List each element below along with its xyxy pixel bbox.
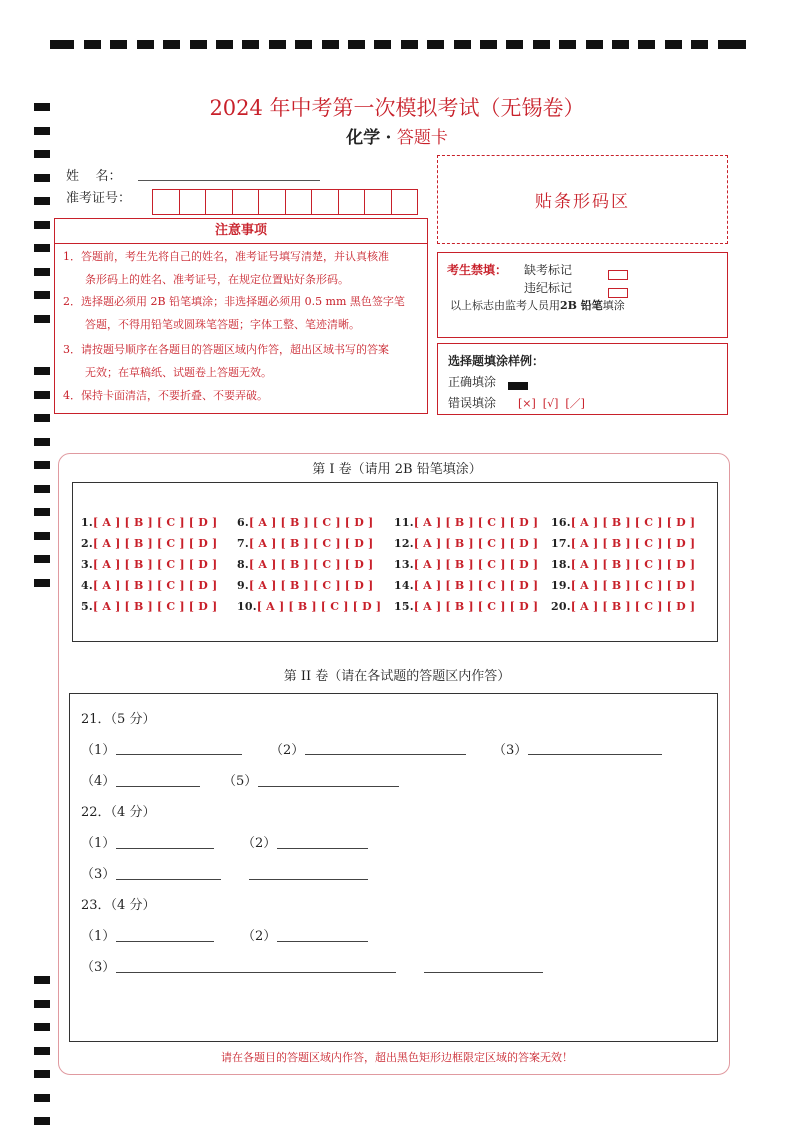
barcode-area: 贴条形码区	[437, 155, 728, 244]
timing-mark	[269, 40, 286, 49]
side-timing-mark	[34, 438, 50, 446]
mc-question-18[interactable]	[551, 558, 695, 571]
side-timing-mark	[34, 1094, 50, 1102]
notice-item: 无效；在草稿纸、试题卷上答题无效。	[63, 366, 272, 379]
name-field[interactable]	[138, 180, 320, 181]
side-timing-mark	[34, 150, 50, 158]
side-timing-mark	[34, 414, 50, 422]
timing-mark	[216, 40, 233, 49]
mc-options[interactable]: [ A ] [ B ] [ C ] [ D ]	[570, 516, 696, 529]
q22-part3-blank-2[interactable]	[249, 879, 368, 880]
mc-question-6[interactable]	[237, 516, 373, 529]
mc-question-number: 5.	[81, 600, 93, 613]
notice-item: 3．请按题号顺序在各题目的答题区域内作答，超出区域书写的答案	[63, 343, 389, 356]
side-timing-mark	[34, 555, 50, 563]
timing-mark	[559, 40, 576, 49]
timing-mark	[454, 40, 471, 49]
forbid-note-bold: 2B 铅笔	[560, 299, 603, 312]
notice-item: 4．保持卡面清洁，不要折叠、不要弄破。	[63, 389, 268, 402]
mc-options[interactable]: [ A ] [ B ] [ C ] [ D ]	[256, 600, 382, 613]
violation-mark-label: 违纪标记	[524, 281, 573, 295]
mc-options[interactable]: [ A ] [ B ] [ C ] [ D ]	[248, 579, 374, 592]
mc-question-number: 16.	[551, 516, 571, 529]
q23-part3-blank-2[interactable]	[424, 972, 543, 973]
mc-question-number: 9.	[237, 579, 249, 592]
timing-mark	[638, 40, 655, 49]
mc-question-number: 19.	[551, 579, 571, 592]
section2-title: 第 II 卷（请在各试题的答题区内作答）	[283, 669, 511, 684]
mc-options[interactable]: [ A ] [ B ] [ C ] [ D ]	[570, 579, 696, 592]
q23-part3-blank[interactable]	[116, 972, 396, 973]
sample-title: 选择题填涂样例：	[448, 354, 545, 368]
mc-options[interactable]: [ A ] [ B ] [ C ] [ D ]	[570, 537, 696, 550]
id-label: 准考证号：	[66, 191, 132, 206]
side-timing-mark	[34, 1117, 50, 1125]
mc-question-5[interactable]	[81, 600, 217, 613]
mc-question-16[interactable]	[551, 516, 695, 529]
timing-mark	[50, 40, 74, 49]
q21-part4-blank[interactable]	[116, 786, 200, 787]
timing-mark	[137, 40, 154, 49]
timing-mark	[665, 40, 682, 49]
mc-question-3[interactable]	[81, 558, 217, 571]
q22-part2-blank[interactable]	[277, 848, 368, 849]
mc-question-number: 2.	[81, 537, 93, 550]
q21-part3-label: （3）	[493, 743, 528, 758]
mc-options[interactable]: [ A ] [ B ] [ C ] [ D ]	[570, 600, 696, 613]
notice-item: 2．选择题必须用 2B 铅笔填涂；非选择题必须用 0.5 mm 黑色签字笔	[63, 295, 405, 308]
timing-mark	[110, 40, 127, 49]
q23-part1-label: （1）	[81, 929, 116, 944]
mc-question-1[interactable]	[81, 516, 217, 529]
forbid-label: 考生禁填：	[447, 263, 508, 277]
side-timing-mark	[34, 391, 50, 399]
name-label: 姓 名：	[66, 169, 122, 184]
fill-sample-box	[437, 343, 728, 415]
forbid-note	[450, 297, 625, 313]
top-timing-marks	[50, 38, 746, 50]
timing-mark	[722, 40, 746, 49]
q22-part2-label: （2）	[242, 836, 277, 851]
section1-title: 第 I 卷（请用 2B 铅笔填涂）	[312, 462, 482, 477]
footer-warning: 请在各题目的答题区域内作答，超出黑色矩形边框限定区域的答案无效！	[221, 1051, 573, 1064]
timing-mark	[480, 40, 497, 49]
q21-part1-blank[interactable]	[116, 754, 242, 755]
timing-mark	[322, 40, 339, 49]
side-timing-mark	[34, 221, 50, 229]
timing-mark	[586, 40, 603, 49]
q21-part3-blank[interactable]	[528, 754, 662, 755]
mc-question-9[interactable]	[237, 579, 373, 592]
side-timing-mark	[34, 485, 50, 493]
mc-question-number: 20.	[551, 600, 571, 613]
absent-mark-box[interactable]	[608, 264, 628, 283]
correct-fill-label: 正确填涂	[448, 375, 497, 389]
side-timing-mark	[34, 976, 50, 984]
mc-question-number: 18.	[551, 558, 571, 571]
exam-title: 2024 年中考第一次模拟考试（无锡卷）	[209, 96, 585, 120]
mc-question-7[interactable]	[237, 537, 373, 550]
mc-question-number: 1.	[81, 516, 93, 529]
mc-question-17[interactable]	[551, 537, 695, 550]
exam-subtitle	[0, 123, 794, 148]
mc-options[interactable]: [ A ] [ B ] [ C ] [ D ]	[248, 537, 374, 550]
notice-item: 条形码上的姓名、准考证号，在规定位置贴好条形码。	[63, 273, 349, 286]
side-timing-mark	[34, 367, 50, 375]
mc-question-19[interactable]	[551, 579, 695, 592]
mc-options[interactable]: [ A ] [ B ] [ C ] [ D ]	[413, 558, 539, 571]
side-timing-mark	[34, 244, 50, 252]
mc-question-4[interactable]	[81, 579, 217, 592]
mc-options[interactable]: [ A ] [ B ] [ C ] [ D ]	[92, 537, 218, 550]
timing-mark	[374, 40, 391, 49]
mc-options[interactable]: [ A ] [ B ] [ C ] [ D ]	[413, 516, 539, 529]
question-21: 21．（5 分）	[81, 712, 156, 727]
mc-question-8[interactable]	[237, 558, 373, 571]
mc-question-10[interactable]	[237, 600, 381, 613]
mc-question-11[interactable]	[394, 516, 538, 529]
timing-mark	[163, 40, 180, 49]
timing-mark	[427, 40, 444, 49]
side-timing-mark	[34, 268, 50, 276]
mc-options[interactable]: [ A ] [ B ] [ C ] [ D ]	[413, 579, 539, 592]
mc-options[interactable]: [ A ] [ B ] [ C ] [ D ]	[413, 600, 539, 613]
timing-mark	[691, 40, 708, 49]
mc-options[interactable]: [ A ] [ B ] [ C ] [ D ]	[248, 516, 374, 529]
subject-name: 化学	[346, 128, 381, 148]
mc-question-number: 4.	[81, 579, 93, 592]
correct-fill-sample	[508, 375, 528, 394]
timing-mark	[242, 40, 259, 49]
question-22: 22．（4 分）	[81, 805, 156, 820]
mc-question-number: 8.	[237, 558, 249, 571]
q21-part5-blank[interactable]	[258, 786, 399, 787]
mc-question-20[interactable]	[551, 600, 695, 613]
mc-question-number: 13.	[394, 558, 414, 571]
side-timing-mark	[34, 1070, 50, 1078]
timing-mark	[84, 40, 101, 49]
wrong-fill-label: 错误填涂	[448, 396, 497, 410]
notice-title: 注意事项	[55, 219, 427, 244]
q23-part2-blank[interactable]	[277, 941, 368, 942]
forbid-note-pre: 以上标志由监考人员用	[450, 299, 560, 312]
q21-part2-label: （2）	[270, 743, 305, 758]
mc-question-14[interactable]	[394, 579, 538, 592]
side-timing-mark	[34, 1023, 50, 1031]
absent-mark-label: 缺考标记	[524, 263, 573, 277]
mc-options[interactable]: [ A ] [ B ] [ C ] [ D ]	[413, 537, 539, 550]
side-timing-mark	[34, 291, 50, 299]
mc-question-number: 7.	[237, 537, 249, 550]
forbid-note-post: 填涂	[602, 299, 625, 312]
q22-part1-blank[interactable]	[116, 848, 214, 849]
multiple-choice-area	[72, 482, 718, 642]
q23-part2-label: （2）	[242, 929, 277, 944]
id-number-boxes[interactable]	[152, 189, 418, 215]
side-timing-mark	[34, 174, 50, 182]
side-timing-mark	[34, 532, 50, 540]
mc-question-15[interactable]	[394, 600, 538, 613]
mc-question-12[interactable]	[394, 537, 538, 550]
timing-mark	[506, 40, 523, 49]
timing-mark	[295, 40, 312, 49]
mc-options[interactable]: [ A ] [ B ] [ C ] [ D ]	[248, 558, 374, 571]
mc-options[interactable]: [ A ] [ B ] [ C ] [ D ]	[92, 579, 218, 592]
q22-part3-blank[interactable]	[116, 879, 221, 880]
mc-question-13[interactable]	[394, 558, 538, 571]
mc-options[interactable]: [ A ] [ B ] [ C ] [ D ]	[92, 558, 218, 571]
timing-mark	[190, 40, 207, 49]
q22-part1-label: （1）	[81, 836, 116, 851]
q21-part2-blank[interactable]	[305, 754, 466, 755]
notice-item: 答题，不得用铅笔或圆珠笔答题；字体工整、笔迹清晰。	[63, 318, 360, 331]
mc-question-number: 15.	[394, 600, 414, 613]
timing-mark	[533, 40, 550, 49]
wrong-fill-samples: [×] [√] [／]	[518, 397, 585, 410]
side-timing-mark	[34, 579, 50, 587]
notice-box	[54, 218, 428, 414]
side-timing-mark	[34, 315, 50, 323]
q21-part4-label: （4）	[81, 774, 116, 789]
q21-part5-label: （5）	[223, 774, 258, 789]
mc-question-number: 17.	[551, 537, 571, 550]
examinee-forbid-box	[437, 252, 728, 338]
mc-options[interactable]: [ A ] [ B ] [ C ] [ D ]	[92, 516, 218, 529]
mc-question-number: 12.	[394, 537, 414, 550]
q21-part1-label: （1）	[81, 743, 116, 758]
subtitle-dot: ·	[385, 128, 392, 148]
question-23: 23．（4 分）	[81, 898, 156, 913]
q22-part3-label: （3）	[81, 867, 116, 882]
mc-options[interactable]: [ A ] [ B ] [ C ] [ D ]	[92, 600, 218, 613]
timing-mark	[348, 40, 365, 49]
side-timing-mark	[34, 197, 50, 205]
mc-question-number: 11.	[394, 516, 414, 529]
q23-part1-blank[interactable]	[116, 941, 214, 942]
mc-question-number: 14.	[394, 579, 414, 592]
free-response-area	[69, 693, 718, 1042]
q23-part3-label: （3）	[81, 960, 116, 975]
mc-question-number: 6.	[237, 516, 249, 529]
timing-mark	[401, 40, 418, 49]
side-timing-mark	[34, 508, 50, 516]
side-timing-mark	[34, 1000, 50, 1008]
mc-question-number: 3.	[81, 558, 93, 571]
mc-question-2[interactable]	[81, 537, 217, 550]
mc-question-number: 10.	[237, 600, 257, 613]
timing-mark	[612, 40, 629, 49]
card-name: 答题卡	[396, 128, 448, 148]
notice-item: 1．答题前，考生先将自己的姓名，准考证号填写清楚，并认真核准	[63, 250, 389, 263]
mc-options[interactable]: [ A ] [ B ] [ C ] [ D ]	[570, 558, 696, 571]
